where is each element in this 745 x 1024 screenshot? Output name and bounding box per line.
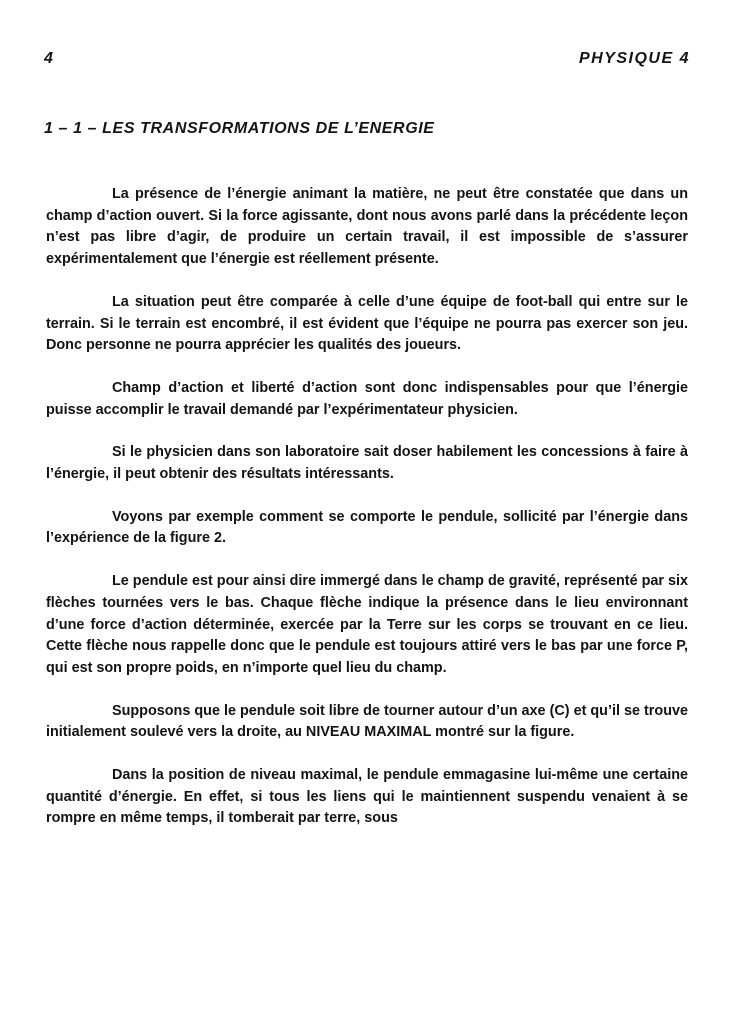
paragraph-2: La situation peut être comparée à celle d’une équipe de foot-ball qui entre sur le terrain. Si le terrain est encombré, il est évident que l’équipe ne pourra pas exercer son jeu. Donc personne ne pourra apprécier les qualités des joueurs.: [46, 293, 688, 354]
paragraph-4: Si le physicien dans son laboratoire sait doser habilement les concessions à faire à l’énergie, il peut obtenir des résultats intéressants.: [46, 444, 688, 483]
paragraph-6: Le pendule est pour ainsi dire immergé dans le champ de gravité, représenté par six flèches tournées vers le bas. Chaque flèche indique la présence dans le lieu environnant d’une force d’action déterminée, exercée par la Terre sur les corps se trouvant en ce lieu. Cette flèche nous rappelle donc que le pendule est toujours attiré vers le bas par une force P, qui est son propre poids, en n’importe quel lieu du champ.: [46, 573, 688, 676]
running-title: PHYSIQUE 4: [578, 50, 690, 67]
paragraph-8: Dans la position de niveau maximal, le pendule emmagasine lui-même une certaine quantité d’énergie. En effet, si tous les liens qui le maintiennent suspendu venaient à se rompre en même temps, il tomberait par terre, sous: [46, 767, 688, 827]
page-number: 4: [44, 50, 54, 67]
paragraph-7: Supposons que le pendule soit libre de tourner autour d’un axe (C) et qu’il se trouve initialement soulevé vers la droite, au NIVEAU MAXIMAL montré sur la figure.: [46, 702, 688, 741]
paragraph-5: Voyons par exemple comment se comporte le pendule, sollicité par l’énergie dans l’expérience de la figure 2.: [46, 508, 688, 547]
body-text: [46, 184, 688, 851]
paragraph-3: Champ d’action et liberté d’action sont donc indispensables pour que l’énergie puisse accomplir le travail demandé par l’expérimentateur physicien.: [46, 379, 688, 418]
paragraph-1: La présence de l’énergie animant la matière, ne peut être constatée que dans un champ d’action ouvert. Si la force agissante, dont nous avons parlé dans la précédente leçon n’est pas libre d’agir, de produire un certain travail, il est impossible de s’assurer expérimentalement que l’énergie est réellement présente.: [46, 186, 688, 268]
section-title: 1 – 1 – LES TRANSFORMATIONS DE L’ENERGIE: [44, 120, 435, 137]
page-header: [44, 50, 690, 72]
